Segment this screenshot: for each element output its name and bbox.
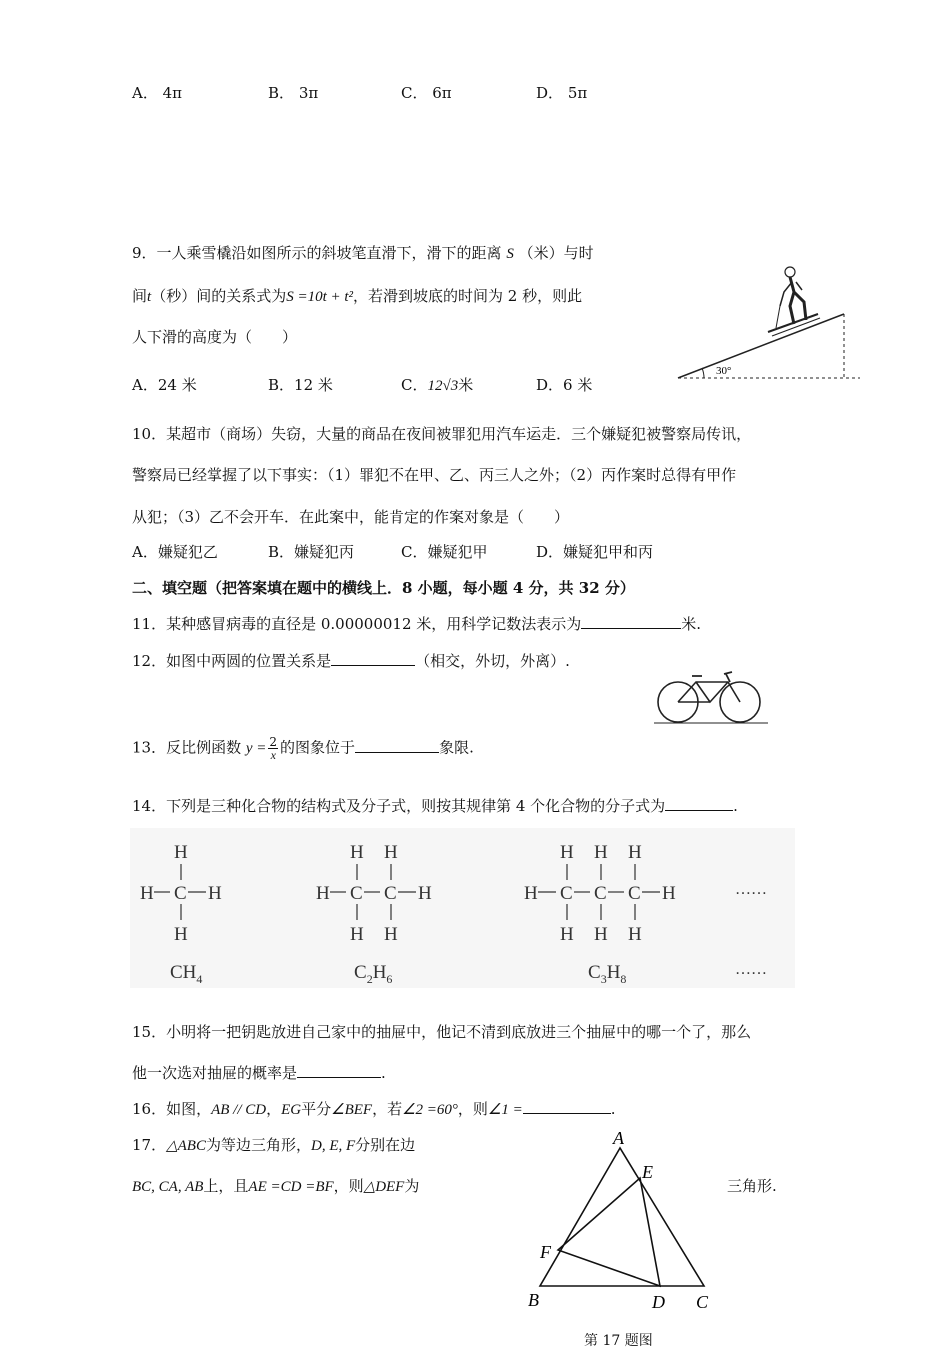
svg-text:H: H (662, 883, 676, 904)
q12: 12．如图中两圆的位置关系是 （相交，外切，外离）. (132, 652, 570, 670)
svg-text:H: H (560, 924, 574, 945)
q14: 14．下列是三种化合物的结构式及分子式，则按其规律第 4 个化合物的分子式为 . (132, 797, 738, 815)
svg-text:H: H (350, 842, 364, 863)
q12-answer-blank[interactable] (331, 651, 415, 666)
label-a: A (613, 1128, 624, 1148)
label-e: E (642, 1162, 653, 1182)
svg-text:C: C (560, 883, 573, 904)
q10-option-b: B．嫌疑犯丙 (268, 543, 355, 561)
q8-option-b: B． 3π (268, 84, 319, 102)
slope-line (678, 314, 844, 378)
q10-option-c: C．嫌疑犯甲 (401, 543, 488, 561)
svg-text:H: H (628, 842, 642, 863)
svg-text:H: H (384, 924, 398, 945)
triangle-figure (520, 1128, 720, 1318)
q11-answer-blank[interactable] (581, 614, 681, 629)
q10-line-3: 从犯；（3）乙不会开车．在此案中，能肯定的作案对象是（ ） (132, 508, 570, 526)
svg-text:H: H (140, 883, 154, 904)
formula-c2h6: $C_2H_6$ (354, 962, 393, 986)
label-b: B (528, 1290, 539, 1310)
svg-text:H: H (628, 924, 642, 945)
svg-text:H: H (174, 924, 188, 945)
q8-option-d: D． 5π (536, 84, 588, 102)
svg-text:H: H (418, 883, 432, 904)
q9-option-c: C．12√3米 (401, 376, 474, 394)
ellipsis-top: …… (735, 881, 767, 898)
q10-line-1: 10．某超市（商场）失窃，大量的商品在夜间被罪犯用汽车运走．三个嫌疑犯被警察局传讯， (132, 425, 752, 443)
bicycle-icon (654, 672, 768, 723)
triangle-def (558, 1178, 660, 1286)
svg-text:H: H (350, 924, 364, 945)
q9-line-2: 间t（秒）间的关系式为S =10t + t²，若滑到坡底的时间为 2 秒，则此 (132, 287, 583, 305)
q16-answer-blank[interactable] (523, 1099, 611, 1114)
q9-option-a: A．24 米 (132, 376, 197, 394)
ellipsis-bottom: …… (735, 961, 767, 978)
q15-line-1: 15．小明将一把钥匙放进自己家中的抽屉中，他记不清到底放进三个抽屉中的哪一个了，那么 (132, 1023, 752, 1041)
q13-answer-blank[interactable] (355, 738, 439, 753)
q9-line-3: 人下滑的高度为（ ） (132, 328, 298, 346)
q16: 16．如图，AB // CD，EG平分∠BEF，若∠2 =60°，则∠1 = . (132, 1100, 616, 1118)
formula-ch4: $CH_4$ (170, 962, 203, 986)
q15-answer-blank[interactable] (297, 1063, 381, 1078)
q10-option-d: D．嫌疑犯甲和丙 (536, 543, 654, 561)
section-2-title: 二、填空题（把答案填在题中的横线上．8 小题，每小题 4 分，共 32 分） (132, 579, 635, 597)
q17-caption: 第 17 题图 (584, 1333, 653, 1349)
fraction: $\frac{2}{x}$ (269, 735, 278, 762)
svg-text:H: H (316, 883, 330, 904)
q17-line-2: BC, CA, AB上，且AE =CD =BF，则△DEF为 (132, 1177, 420, 1195)
svg-text:H: H (524, 883, 538, 904)
svg-text:C: C (628, 883, 641, 904)
svg-text:C: C (594, 883, 607, 904)
q8-option-a: A． 4π (132, 84, 183, 102)
q14-answer-blank[interactable] (665, 796, 733, 811)
svg-text:H: H (208, 883, 222, 904)
chemical-structures-figure (130, 828, 795, 988)
q11: 11．某种感冒病毒的直径是 0.00000012 米，用科学记数法表示为 米. (132, 615, 702, 633)
angle-label: 30° (716, 365, 732, 377)
svg-text:C: C (384, 883, 397, 904)
formula-c3h8: $C_3H_8$ (588, 962, 627, 986)
q8-option-c: C． 6π (401, 84, 452, 102)
svg-text:H: H (594, 924, 608, 945)
label-f: F (540, 1242, 551, 1262)
svg-text:C: C (174, 883, 187, 904)
svg-text:H: H (560, 842, 574, 863)
svg-text:H: H (594, 842, 608, 863)
label-d: D (652, 1292, 665, 1312)
q17-line-1: 17．△ABC为等边三角形，D, E, F分别在边 (132, 1136, 416, 1154)
slope-figure (672, 262, 864, 384)
q15-line-2: 他一次选对抽屉的概率是 . (132, 1064, 386, 1082)
svg-text:C: C (350, 883, 363, 904)
bicycle-figure (652, 660, 770, 728)
svg-text:H: H (174, 842, 188, 863)
q9-option-d: D．6 米 (536, 376, 593, 394)
label-c: C (696, 1292, 709, 1312)
q9-option-b: B．12 米 (268, 376, 333, 394)
triangle-abc (540, 1148, 704, 1286)
svg-text:H: H (384, 842, 398, 863)
q17-line-2-end: 三角形. (727, 1177, 777, 1195)
q10-line-2: 警察局已经掌握了以下事实：（1）罪犯不在甲、乙、丙三人之外；（2）丙作案时总得有甲作 (132, 466, 737, 484)
q9-line-1: 9．一人乘雪橇沿如图所示的斜坡笔直滑下，滑下的距离 S （米）与时 (132, 244, 594, 262)
q10-option-a: A．嫌疑犯乙 (132, 543, 218, 561)
q13: 13．反比例函数 y = $\frac{2}{x}$ 的图象位于 象限. (132, 735, 474, 762)
